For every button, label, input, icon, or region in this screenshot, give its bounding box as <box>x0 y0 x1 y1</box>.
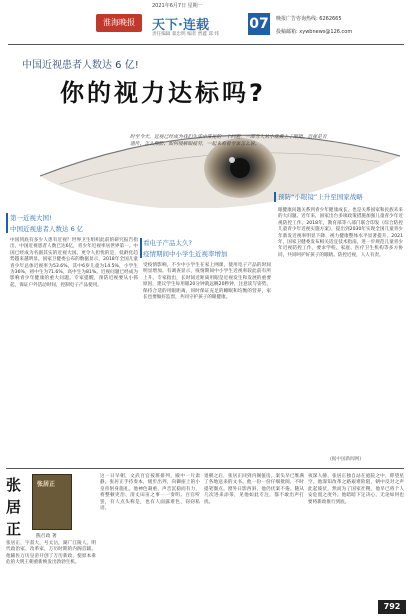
section-title: 天下·连载 <box>152 18 209 33</box>
ad-hotline: 晚报广告咨询热线: 6262665 <box>276 16 342 22</box>
serial-column-1: 张居正，字叔大，号太岳，湖广江陵人。明代政治家、改革家，万历时期的内阁首辅。他辅佐万历皇帝开创了万历新政，使原本垂危的大明王朝重新焕发出勃勃生机。 <box>6 541 96 566</box>
feature-kicker: 中国近视患者人数达 6 亿! <box>22 60 139 71</box>
serial-column-4: 夜深人静，张居正独自站在庭院之中，仰望星空。他深知改革之路艰难险阻，朝中反对之声此起彼伏，然而为了国家社稷，他早已将个人安危置之度外。他暗暗下定决心，无论如何也要将新政推行到底。 <box>308 474 404 505</box>
article2-title: 疫情期间中小学生近视率增加 <box>143 250 228 258</box>
issue-date: 2021年6月7日 星期一 <box>152 3 203 9</box>
article1-accent-bar <box>6 213 8 233</box>
issue-number-badge: 792 <box>378 600 406 614</box>
article2-kicker: 看电子产品太久? <box>143 239 192 247</box>
serial-author: 熊召政 著 <box>36 534 57 539</box>
article1-kicker: 第一近视大国! <box>10 214 52 222</box>
article3-body: 眼健康问题关系到青少年健康成长，也是关系国家和民族未来的大问题。近年来，国家出台多项政策措施加强儿童青少年近视防控工作。2018年，教育部等八部门联合印发《综合防控儿童青少年近视实施方案》，提出到2030年实现全国儿童青少年新发近视率明显下降、视力健康整体水平显著提升。2021年，国家卫健委发布相关适宜技术指南，进一步规范儿童青少年近视防控工作，要求学校、家庭、医疗卫生机构等多方协同，共同呵护好孩子的眼睛。防控近视，人人有责。 <box>278 208 403 258</box>
article3-accent-bar <box>274 192 276 202</box>
book-cover-title: 张居正 <box>37 481 56 488</box>
serial-column-3: 退朝之后，张居正回到内阁值房，案头早已堆满了各地送来的文书。他一份一份仔细批阅，不时提笔圈点。窗外日影西斜，他仍伏案不倦。随从几次进来添茶，见他如此专注，都不敢出声打扰。 <box>204 474 304 505</box>
serial-title-char: 正 <box>6 520 22 538</box>
page-number: 07 <box>248 13 270 35</box>
article1-title: 中国近视患者人数达 6 亿 <box>10 225 84 233</box>
article2-accent-bar <box>140 238 142 258</box>
feature-headline: 你的视力达标吗? <box>60 79 266 107</box>
feature-lead: 时至今天，近视已经成为我们生活中常见的一个问题，一部分人从小就戴上了眼镜。近视是否遗传、怎么预防、如何缓解眼疲劳，一起来看看专家怎么说。 <box>130 135 327 147</box>
book-cover-image <box>32 474 72 530</box>
section-editors: 责任编辑 翟忠明 编者 贾鑫 邱 炜 <box>152 32 220 37</box>
header-divider <box>8 44 404 45</box>
article3-source: (据中国新闻网) <box>330 457 362 462</box>
article1-body: 中国到底有多少人患有近视？世界卫生组织此前的研究报告指出，中国近视患者人数已达6亿，青少年近视率居世界第一。中国已经成为名副其实的近视大国。更令人担忧的是，低龄化趋势越来越明显。国家卫健委公布的数据显示，2018年全国儿童青少年总体近视率为53.6%，其中6岁儿童为14.5%，小学生为36%，初中生为71.6%，高中生为81%。近视问题已经成为影响青少年健康的重大问题。专家提醒，预防近视要从小抓起，保证户外活动时间，控制电子产品使用。 <box>10 238 138 288</box>
newspaper-logo: 淮海晚报 <box>96 14 142 32</box>
article3-title: 预防“小眼镜”上升至国家战略 <box>278 193 363 201</box>
serial-column-2: 这一日早朝，文武百官按班排列，殿中一片肃静。张居正手持奏本，缓步出列，向御座上的小皇帝躬身施礼。他神色凝重，声音沉稳而有力，将整顿吏治、清丈田亩之事一一奏明。百官听罢，有人点头称是，也有人面露难色，窃窃私语。 <box>100 474 200 512</box>
serial-title-char: 张 <box>6 476 22 494</box>
serial-title <box>6 474 26 540</box>
submission-email: 投稿邮箱: xywbnews@126.com <box>276 29 353 35</box>
serial-title-char: 居 <box>6 498 22 516</box>
article2-body: 受疫情影响，不少中小学生在家上网课，使用电子产品的时间明显增加。有调查显示，疫情期间中小学生近视率较此前有所上升。专家指出，长时间近距离用眼是近视发生和发展的重要原因，建议学生每用眼20分钟就远眺20秒钟，注意读写姿势，保持合适的用眼距离，同时保证充足的睡眠和均衡的营养，家长也要做好监督，共同守护孩子的眼健康。 <box>143 263 271 301</box>
serial-divider <box>6 468 404 469</box>
